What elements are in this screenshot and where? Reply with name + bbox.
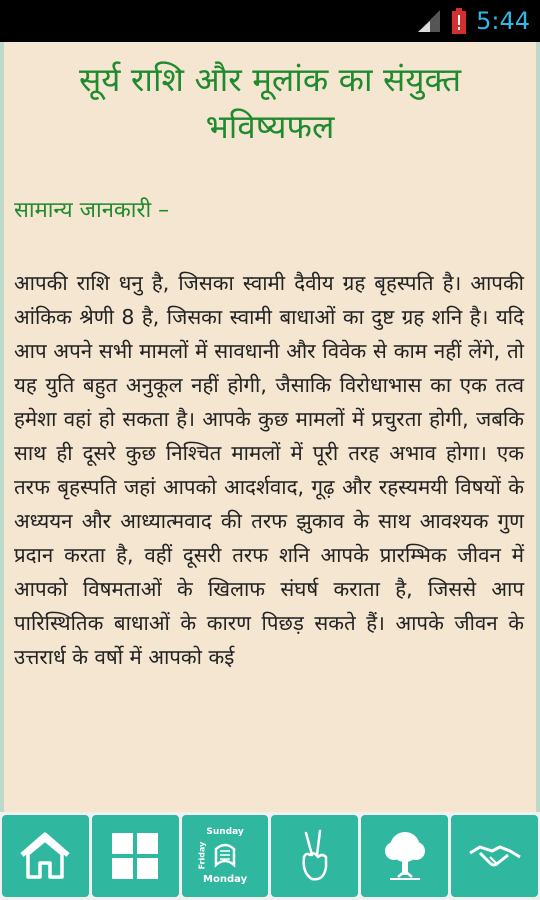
handshake-icon <box>466 827 524 885</box>
victory-hand-icon <box>286 827 344 885</box>
grid-button[interactable] <box>92 815 179 897</box>
victory-button[interactable] <box>271 815 358 897</box>
section-heading: सामान्य जानकारी – <box>14 198 170 223</box>
home-icon <box>16 827 74 885</box>
grid-icon <box>106 827 164 885</box>
bottom-nav <box>0 812 540 900</box>
days-top-label: Sunday <box>206 827 244 837</box>
tree-icon <box>376 827 434 885</box>
signal-icon <box>416 8 442 34</box>
battery-icon <box>452 8 466 34</box>
days-left-label: Friday <box>197 841 207 870</box>
content-page[interactable] <box>0 42 540 812</box>
days-button[interactable] <box>182 815 269 897</box>
body-text: आपकी राशि धनु है, जिसका स्वामी दैवीय ग्रह बृहस्पति है। आपकी आंकिक श्रेणी 8 है, जिसका स्वामी बाधाओं का दुष्ट ग्रह शनि है। यदि आप अपने सभी मामलों में सावधानी और विवेक से काम नहीं लेंगे, तो यह युति बहुत अनुकूल नहीं होगी, जैसाकि विरोधाभास का एक तत्व हमेशा वहां हो सकता है। आपके कुछ मामलों में प्रचुरता होगी, जबकि साथ ही दूसरे कुछ निश्चित मामलों में पूरी तरह अभाव होगा। एक तरफ बृहस्पति जहां आपको आदर्शवाद, गूढ़ और रहस्यमयी विषयों के अध्ययन और आध्यात्मवाद की तरफ झुकाव के साथ आवश्यक गुण प्रदान करता है, वहीं दूसरी तरफ शनि आपके प्रारम्भिक जीवन में आपको विषमताओं के खिलाफ संघर्ष कराता है, जिससे आप पारिस्थितिक बाधाओं के कारण पिछड़ सकते हैं। आपके जीवन के उत्तरार्ध के वर्षो में आपको कई <box>14 271 524 669</box>
home-button[interactable] <box>2 815 89 897</box>
clock: 5:44 <box>476 7 530 35</box>
days-bottom-label: Monday <box>203 874 248 885</box>
page-title: सूर्य राशि और मूलांक का संयुक्त भविष्यफल <box>78 60 462 146</box>
status-bar <box>0 0 540 42</box>
handshake-button[interactable] <box>451 815 538 897</box>
tree-button[interactable] <box>361 815 448 897</box>
